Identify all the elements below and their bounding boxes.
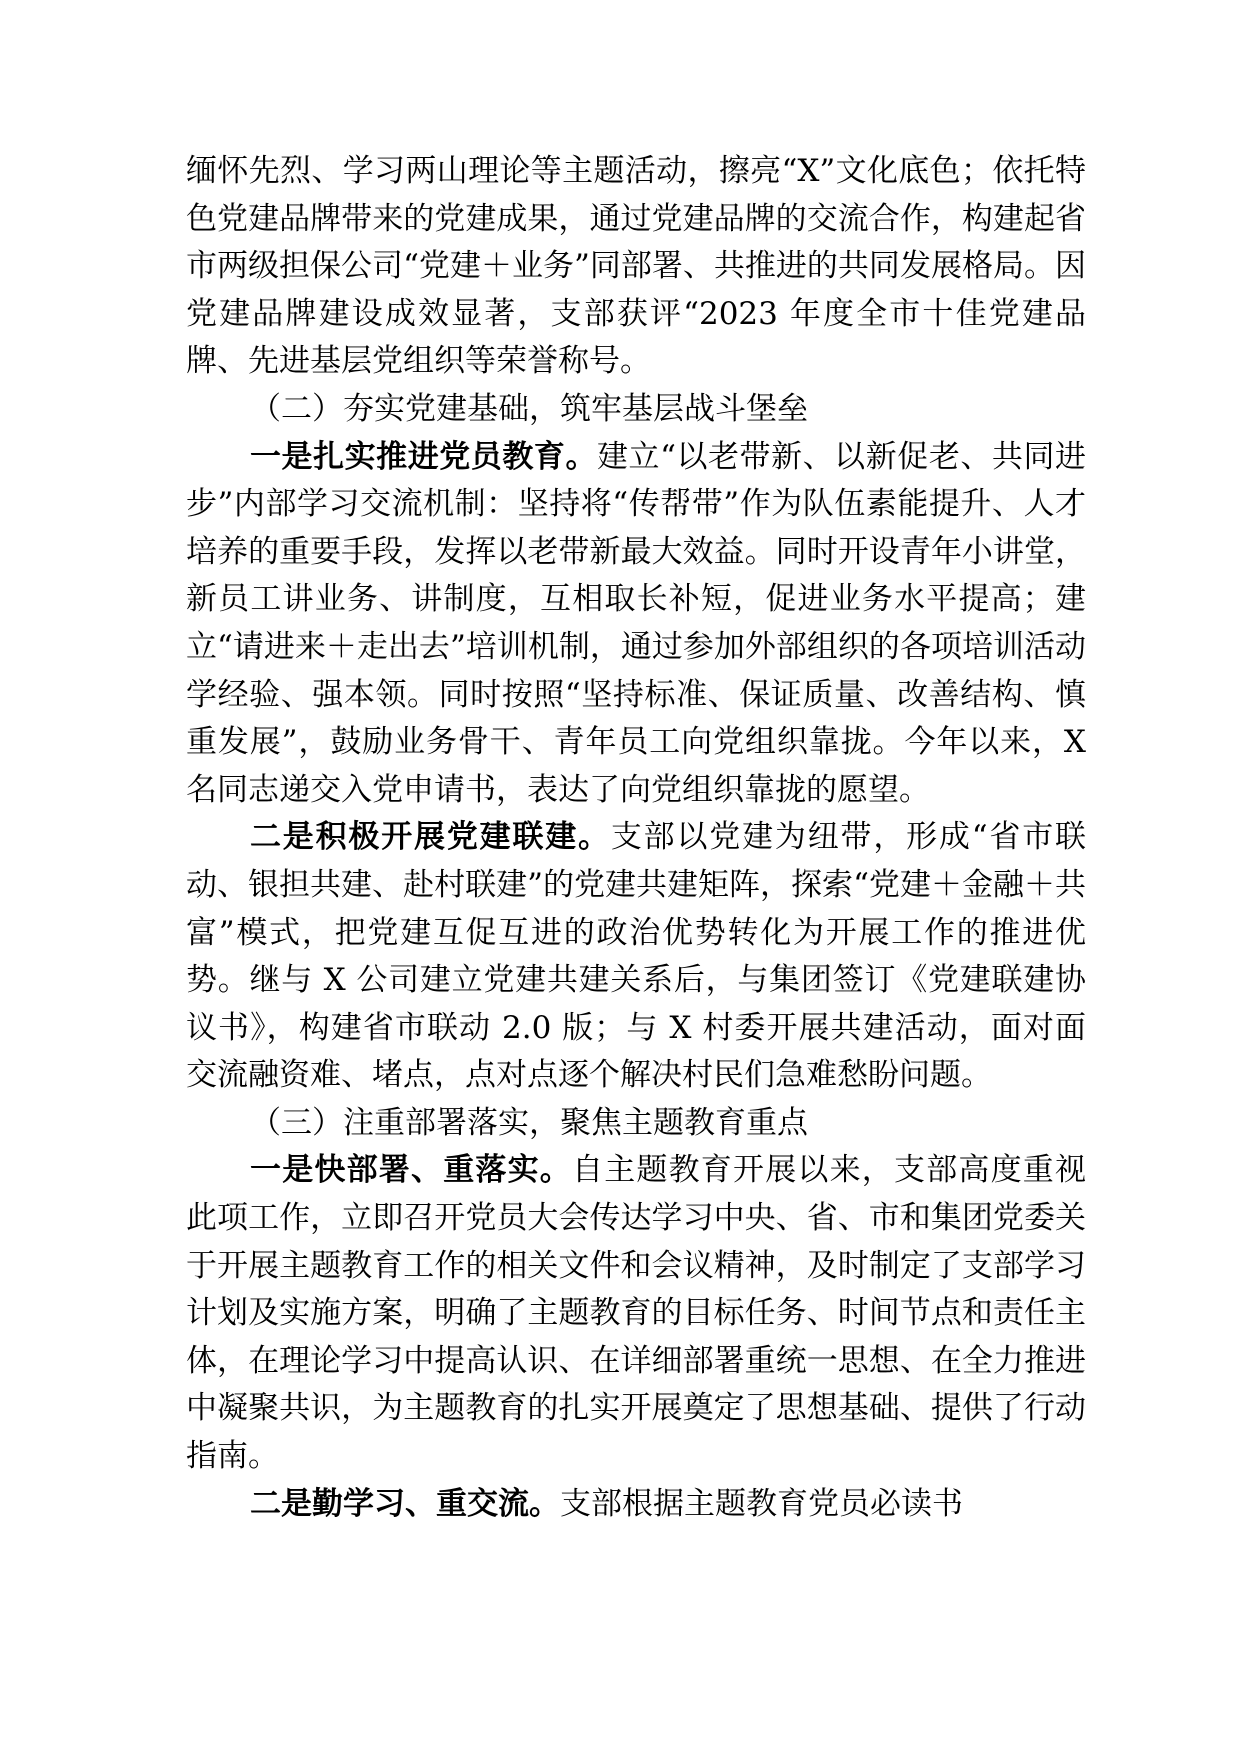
paragraph-lead: 一是扎实推进党员教育。	[250, 438, 597, 475]
section-heading-3	[186, 1100, 1086, 1148]
paragraph-lead: 二是积极开展党建联建。	[250, 819, 611, 856]
paragraph-lead: 一是快部署、重落实。	[250, 1152, 572, 1189]
paragraph-text: 支部根据主题教育党员必读书	[560, 1485, 963, 1522]
section-heading-text: （二）夯实党建基础，筑牢基层战斗堡垒	[250, 390, 808, 427]
paragraph-text: 自主题教育开展以来，支部高度重视此项工作，立即召开党员大会传达学习中央、省、市和集团党委关于开展主题教育工作的相关文件和会议精神，及时制定了支部学习计划及实施方案，明确了主题教育的目标任务、时间节点和责任主体，在理论学习中提高认识、在详细部署重统一思想、在全力推进中凝聚共识，为主题教育的扎实开展奠定了思想基础、提供了行动指南。	[186, 1152, 1086, 1475]
paragraph-text: 缅怀先烈、学习两山理论等主题活动，擦亮“X”文化底色；依托特色党建品牌带来的党建成果，通过党建品牌的交流合作，构建起省市两级担保公司“党建＋业务”同部署、共推进的共同发展格局。因党建品牌建设成效显著，支部获评“2023 年度全市十佳党建品牌、先进基层党组织等荣誉称号。	[186, 153, 1086, 380]
paragraph-quick-deployment	[186, 1147, 1086, 1480]
paragraph-joint-construction	[186, 814, 1086, 1100]
section-heading-text: （三）注重部署落实，聚焦主题教育重点	[250, 1104, 808, 1141]
paragraph-diligent-study	[186, 1481, 1086, 1529]
paragraph-lead: 二是勤学习、重交流。	[250, 1485, 560, 1522]
paragraph-continuation	[186, 148, 1086, 386]
paragraph-text: 支部以党建为纽带，形成“省市联动、银担共建、赴村联建”的党建共建矩阵，探索“党建＋金融＋共富”模式，把党建互促互进的政治优势转化为开展工作的推进优势。继与 X 公司建立党建共建关系后，与集团签订《党建联建协议书》，构建省市联动 2.0 版；与 X 村委开展共建活动，面对面交流融资难、堵点，点对点逐个解决村民们急难愁盼问题。	[186, 819, 1087, 1094]
paragraph-text: 建立“以老带新、以新促老、共同进步”内部学习交流机制：坚持将“传帮带”作为队伍素能提升、人才培养的重要手段，发挥以老带新最大效益。同时开设青年小讲堂，新员工讲业务、讲制度，互相取长补短，促进业务水平提高；建立“请进来＋走出去”培训机制，通过参加外部组织的各项培训活动学经验、强本领。同时按照“坚持标准、保证质量、改善结构、慎重发展”，鼓励业务骨干、青年员工向党组织靠拢。今年以来，X 名同志递交入党申请书，表达了向党组织靠拢的愿望。	[186, 438, 1086, 808]
section-heading-2	[186, 386, 1086, 434]
document-body	[186, 148, 1086, 1528]
paragraph-party-member-education	[186, 434, 1086, 815]
